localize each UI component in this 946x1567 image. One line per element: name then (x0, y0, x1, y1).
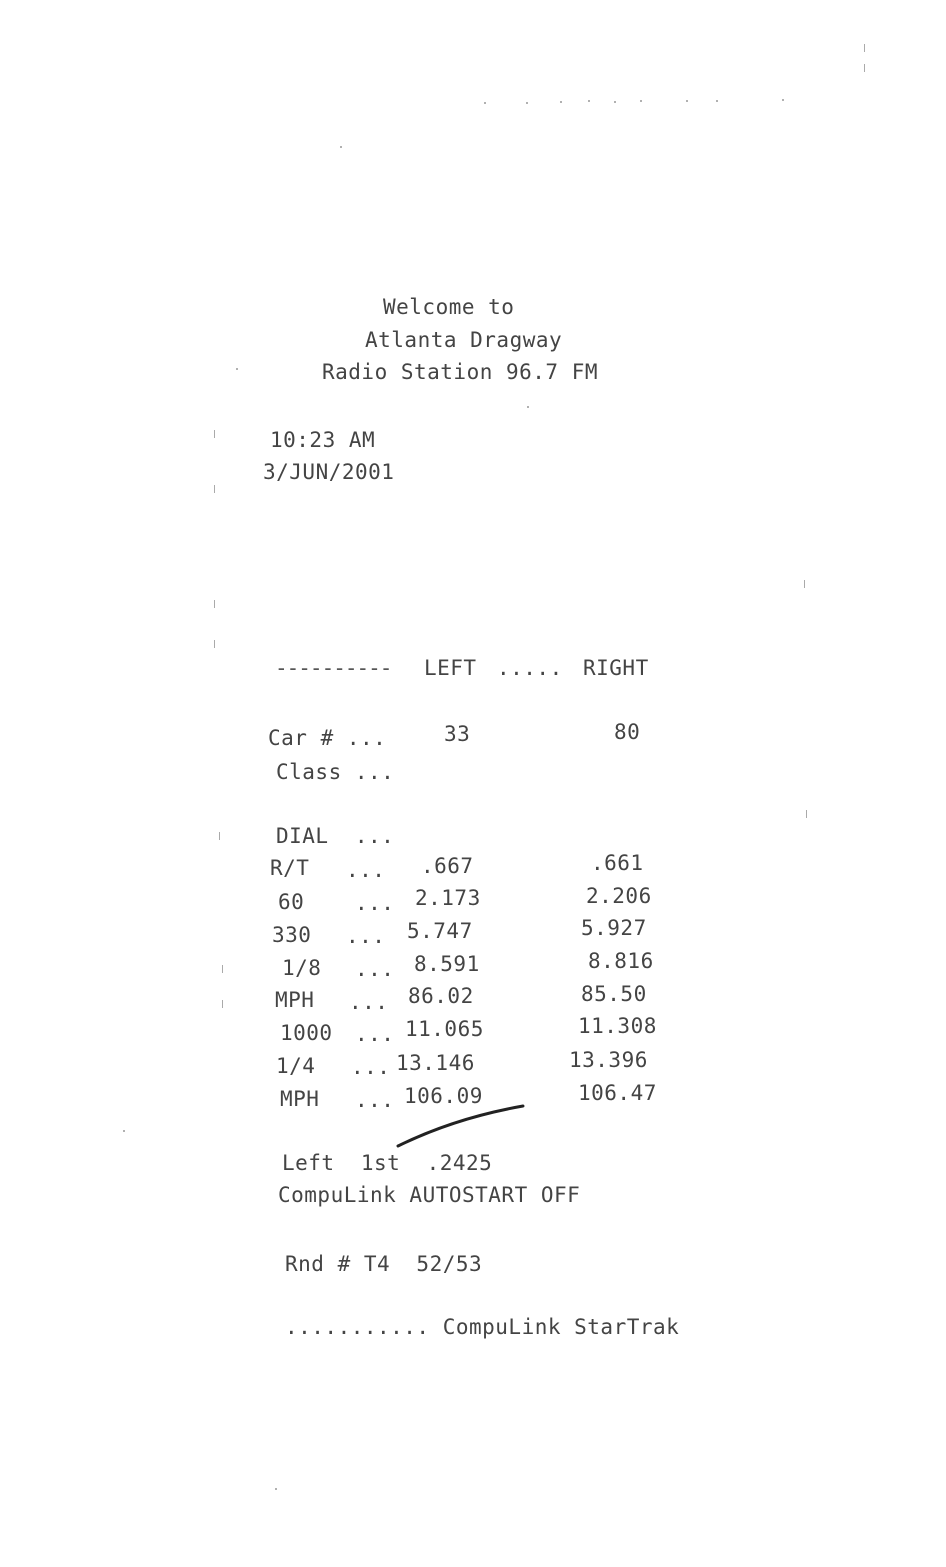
class-label: Class ... (276, 760, 395, 784)
scan-speck (214, 600, 215, 608)
row-dots: ... (355, 891, 395, 915)
scan-speck (222, 1000, 223, 1008)
scan-speck (275, 1488, 277, 1490)
row-right-value: 85.50 (581, 982, 647, 1006)
scan-speck (782, 99, 784, 101)
row-dots: ... (346, 924, 386, 948)
scan-speck (214, 430, 215, 438)
row-left-value: 13.146 (396, 1051, 475, 1075)
scan-speck (219, 832, 220, 840)
row-label: 60 (278, 890, 305, 914)
row-left-value: 8.591 (414, 952, 480, 976)
scan-speck (527, 406, 529, 408)
scan-speck (864, 44, 865, 52)
row-label: R/T (270, 856, 310, 880)
scan-speck (214, 485, 215, 493)
row-dots: ... (346, 858, 386, 882)
winner-line: Left 1st .2425 (282, 1151, 493, 1175)
scan-speck (123, 1130, 125, 1132)
scan-speck (686, 100, 688, 102)
car-label: Car # ... (268, 726, 387, 750)
scan-speck (640, 100, 642, 102)
row-left-value: 5.747 (407, 919, 473, 943)
row-right-value: 13.396 (569, 1048, 648, 1072)
car-left-value: 33 (444, 722, 471, 746)
row-label: MPH (280, 1087, 320, 1111)
row-dots: ... (349, 990, 389, 1014)
row-right-value: 2.206 (586, 884, 652, 908)
row-label: 1/4 (276, 1054, 316, 1078)
header-line-3: Radio Station 96.7 FM (322, 360, 599, 384)
autostart-line: CompuLink AUTOSTART OFF (278, 1183, 581, 1207)
dial-label: DIAL ... (276, 824, 395, 848)
car-right-value: 80 (614, 720, 641, 744)
header-line-1: Welcome to (383, 295, 515, 319)
row-right-value: 5.927 (581, 916, 647, 940)
row-left-value: 106.09 (404, 1084, 483, 1108)
row-left-value: .667 (421, 854, 474, 878)
scan-speck (214, 640, 215, 648)
row-left-value: 86.02 (408, 984, 474, 1008)
scan-speck (484, 102, 486, 104)
scan-speck (614, 101, 616, 103)
scan-speck (340, 146, 342, 148)
scan-speck (526, 102, 528, 104)
row-right-value: 8.816 (588, 949, 654, 973)
round-line: Rnd # T4 52/53 (285, 1252, 483, 1276)
column-header-right: RIGHT (583, 656, 649, 680)
row-label: 1/8 (282, 956, 322, 980)
row-dots: ... (355, 957, 395, 981)
row-right-value: .661 (591, 851, 644, 875)
scan-speck (560, 101, 562, 103)
header-line-2: Atlanta Dragway (365, 328, 563, 352)
row-label: 330 (272, 923, 312, 947)
time-text: 10:23 AM (270, 428, 376, 452)
row-left-value: 2.173 (415, 886, 481, 910)
row-left-value: 11.065 (405, 1017, 484, 1041)
row-label: 1000 (280, 1021, 333, 1045)
scan-speck (806, 810, 807, 818)
row-label: MPH (275, 988, 315, 1012)
scan-speck (864, 64, 865, 72)
scan-speck (716, 100, 718, 102)
row-dots: ... (355, 1088, 395, 1112)
scan-speck (804, 580, 805, 588)
row-dots: ... (351, 1055, 391, 1079)
date-text: 3/JUN/2001 (263, 460, 395, 484)
brand-line: ........... CompuLink StarTrak (285, 1315, 680, 1339)
column-header-left: LEFT (424, 656, 477, 680)
row-right-value: 11.308 (578, 1014, 657, 1038)
row-dots: ... (355, 1022, 395, 1046)
row-right-value: 106.47 (578, 1081, 657, 1105)
scan-speck (588, 100, 590, 102)
scan-speck (236, 368, 238, 370)
scan-speck (222, 965, 223, 973)
column-header-dots: ..... (497, 656, 563, 680)
table-rule: ---------- (275, 656, 392, 680)
